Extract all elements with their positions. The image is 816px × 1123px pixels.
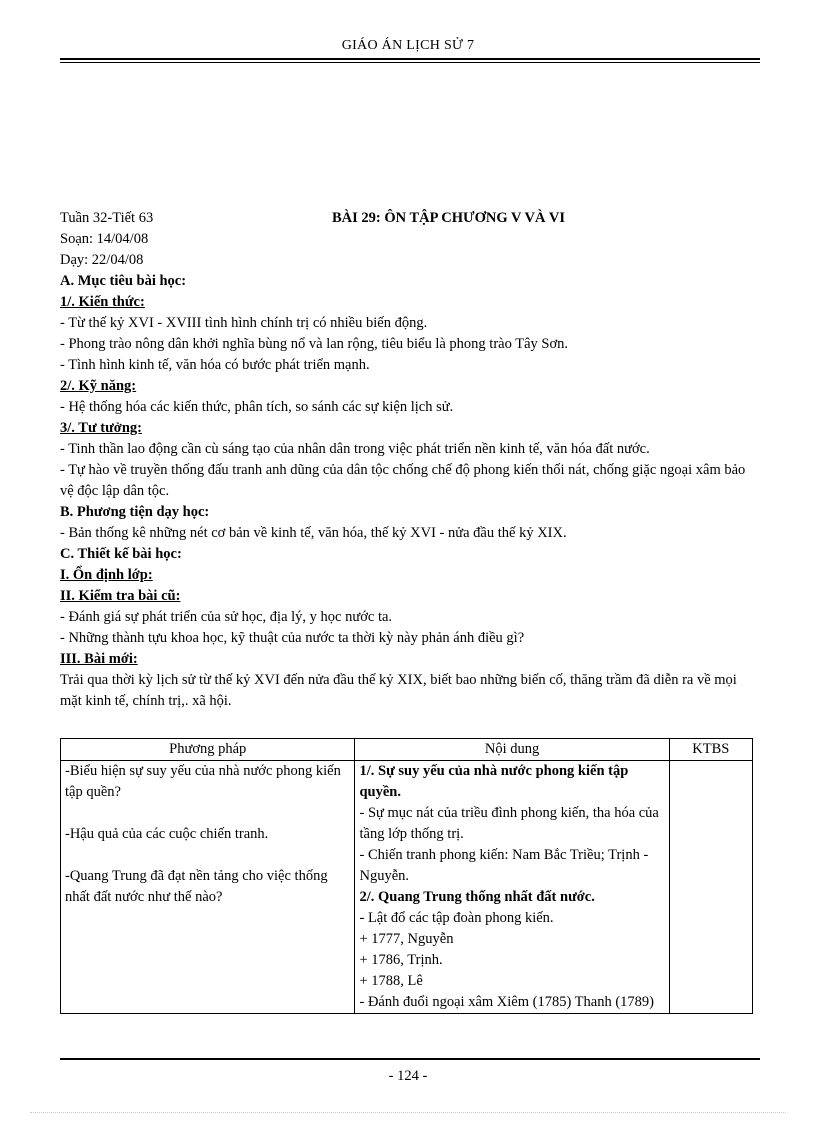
header-content: Nội dung [355,739,669,761]
method-question: -Biểu hiện sự suy yếu của nhà nước phong kiến tập quền? [65,763,341,800]
skills-item: - Hệ thống hóa các kiến thức, phân tích, so sánh các sự kiện lịch sử. [60,399,454,415]
lesson-body [60,208,760,712]
attitude-heading: 3/. Tư tưởng: [60,420,142,436]
header-title: GIÁO ÁN LỊCH SỬ 7 [341,38,475,53]
new-lesson-heading: III. Bài mới: [60,651,138,667]
class-stabilization-heading: I. Ổn định lớp: [60,567,153,583]
content-item: - Sự mục nát của triều đình phong kiến, tha hóa của tầng lớp thống trị. [359,805,659,842]
lesson-plan-table [60,738,753,1014]
section-c-heading: C. Thiết kế bài học: [60,546,182,562]
materials-item: - Bản thống kê những nét cơ bản về kinh tế, văn hóa, thế kỷ XVI - nửa đầu thế kỷ XIX. [60,525,567,541]
new-lesson-intro: Trải qua thời kỳ lịch sử từ thế kỷ XVI đến nửa đầu thế kỷ XIX, biết bao những biến cố, thăng trầm đã diễn ra về mọi mặt kinh tế, chính trị,. xã hội. [60,672,737,709]
section-b-heading: B. Phương tiện dạy học: [60,504,210,520]
knowledge-heading: 1/. Kiến thức: [60,294,145,310]
content-heading: 1/. Sự suy yếu của nhà nước phong kiến tập quyền. [359,763,629,800]
page-edge-divider [30,1112,786,1113]
header-method: Phương pháp [61,739,355,761]
method-question: -Quang Trung đã đạt nền tảng cho việc thống nhất đất nước như thế nào? [65,868,328,905]
knowledge-item: - Từ thế kỷ XVI - XVIII tình hình chính trị có nhiều biến động. [60,315,428,331]
prepared-date: Soạn: 14/04/08 [60,231,149,247]
method-cell [61,761,355,1014]
header-rule [60,58,760,63]
attitude-item: - Tinh thần lao động cần cù sáng tạo của nhân dân trong việc phát triển nền kinh tế, văn hóa đất nước. [60,441,650,457]
section-a-heading: A. Mục tiêu bài học: [60,273,187,289]
review-item: - Đánh giá sự phát triển của sử học, địa lý, y học nước ta. [60,609,393,625]
attitude-item: - Tự hào về truyền thống đấu tranh anh dũng của dân tộc chống chế độ phong kiến thối nát, chống giặc ngoại xâm bảo vệ độc lập dân tộc. [60,462,746,499]
content-item: + 1788, Lê [359,973,423,989]
taught-date: Dạy: 22/04/08 [60,252,144,268]
content-item: - Chiến tranh phong kiến: Nam Bắc Triều; Trịnh - Nguyễn. [359,847,649,884]
lesson-title: BÀI 29: ÔN TẬP CHƯƠNG V VÀ VI [332,210,565,226]
content-item: + 1777, Nguyễn [359,931,454,947]
method-spacer [65,845,350,866]
review-heading: II. Kiểm tra bài cũ: [60,588,181,604]
content-heading: 2/. Quang Trung thống nhất đất nước. [359,889,595,905]
method-question: -Hậu quả của các cuộc chiến tranh. [65,826,269,842]
footer-rule [60,1058,760,1060]
content-item: + 1786, Trịnh. [359,952,443,968]
knowledge-item: - Phong trào nông dân khởi nghĩa bùng nổ và lan rộng, tiêu biểu là phong trào Tây Sơn. [60,336,568,352]
header-ktbs: KTBS [669,739,752,761]
method-spacer [65,803,350,824]
skills-heading: 2/. Kỹ năng: [60,378,137,394]
page-number: - 124 - [388,1068,428,1084]
ktbs-cell [669,761,752,1014]
review-item: - Những thành tựu khoa học, kỹ thuật của nước ta thời kỳ này phản ánh điều gì? [60,630,525,646]
lesson-title-row [60,208,760,229]
week-period: Tuần 32-Tiết 63 [60,210,154,226]
content-cell [355,761,669,1014]
table-header-row [61,739,753,761]
table-row [61,761,753,1014]
knowledge-item: - Tình hình kinh tế, văn hóa có bước phát triển mạnh. [60,357,370,373]
content-item: - Đánh đuổi ngoại xâm Xiêm (1785) Thanh (1789) [359,994,654,1010]
content-item: - Lật đổ các tập đoàn phong kiến. [359,910,554,926]
